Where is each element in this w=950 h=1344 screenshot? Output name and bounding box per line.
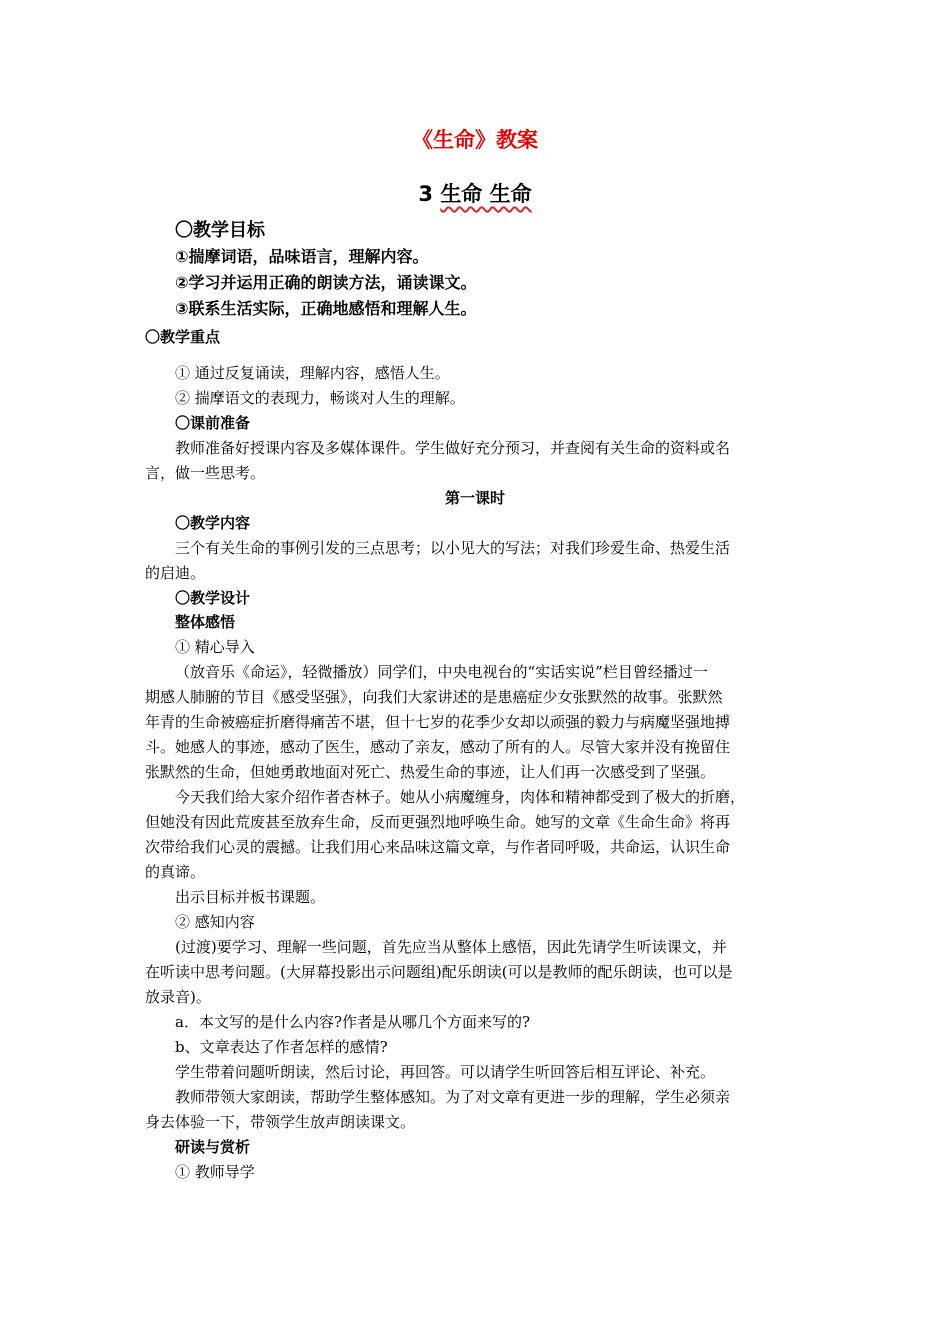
content-line: 的启迪。: [145, 564, 206, 582]
paragraph-line: 年青的生命被癌症折磨得痛苦不堪，但十七岁的花季少女却以顽强的毅力与病魔坚强地搏: [145, 713, 731, 731]
question-item: a．本文写的是什么内容?作者是从哪几个方面来写的?: [175, 1013, 531, 1031]
session-heading: 第一课时: [444, 489, 505, 507]
content-line: 三个有关生命的事例引发的三点思考；以小见大的写法；对我们珍爱生命、热爱生活: [175, 539, 731, 557]
prep-line: 教师准备好授课内容及多媒体课件。学生做好充分预习，并查阅有关生命的资料或名: [175, 439, 731, 457]
lesson-title: [0, 178, 950, 208]
goal-item: ②学习并运用正确的朗读方法，诵读课文。: [175, 273, 477, 292]
paragraph-line: 出示目标并板书课题。: [175, 888, 326, 906]
paragraph-line: 张默然的生命，但她勇敢地面对死亡、热爱生命的事迹，让人们再一次感受到了坚强。: [145, 763, 716, 781]
lesson-name: 生命 生命: [440, 182, 532, 206]
focus-item: ② 揣摩语文的表现力，畅谈对人生的理解。: [175, 389, 465, 407]
goals-heading: 〇教学目标: [175, 220, 265, 241]
paragraph-line: 教师带领大家朗读，帮助学生整体感知。为了对文章有更进一步的理解，学生必须亲: [175, 1088, 731, 1106]
paragraph-line: 次带给我们心灵的震撼。让我们用心来品味这篇文章，与作者同呼吸，共命运，认识生命: [145, 838, 731, 856]
paragraph-line: 在听读中思考问题。(大屏幕投影出示问题组)配乐朗读(可以是教师的配乐朗读，也可以是: [145, 963, 733, 981]
design-step: ② 感知内容: [175, 913, 255, 931]
prep-heading: 〇课前准备: [175, 414, 251, 432]
goal-item: ①揣摩词语，品味语言，理解内容。: [175, 247, 429, 266]
question-item: b、文章表达了作者怎样的感情?: [175, 1038, 388, 1056]
design-heading: 〇教学设计: [175, 589, 251, 607]
goal-item: ③联系生活实际，正确地感悟和理解人生。: [175, 299, 477, 318]
focus-heading: 〇教学重点: [145, 328, 221, 346]
focus-item: ① 通过反复诵读，理解内容，感悟人生。: [175, 364, 450, 382]
paragraph-line: 但她没有因此荒废甚至放弃生命，反而更强烈地呼唤生命。她写的文章《生命生命》将再: [145, 813, 731, 831]
lesson-number: 3: [418, 182, 433, 206]
design-subheading: 整体感悟: [175, 613, 236, 631]
prep-line: 言，做一些思考。: [145, 464, 266, 482]
paragraph-line: 期感人肺腑的节目《感受坚强》，向我们大家讲述的是患癌症少女张默然的故事。张默然: [145, 688, 723, 706]
paragraph-line: 身去体验一下，带领学生放声朗读课文。: [145, 1113, 416, 1131]
paragraph-line: (过渡)要学习、理解一些问题，首先应当从整体上感悟，因此先请学生听读课文，并: [175, 938, 727, 956]
paragraph-line: 的真谛。: [145, 863, 206, 881]
paragraph-line: （放音乐《命运》，轻微播放）同学们，中央电视台的“实话实说”栏目曾经播过一: [175, 663, 708, 681]
paragraph-line: 学生带着问题听朗读，然后讨论，再回答。可以请学生听回答后相互评论、补充。: [175, 1063, 716, 1081]
design-step: ① 教师导学: [175, 1163, 255, 1181]
design-subheading: 研读与赏析: [175, 1138, 251, 1156]
paragraph-line: 放录音)。: [145, 988, 211, 1006]
design-step: ① 精心导入: [175, 638, 255, 656]
paragraph-line: 今天我们给大家介绍作者杏林子。她从小病魔缠身，肉体和精神都受到了极大的折磨，: [175, 788, 746, 806]
paragraph-line: 斗。她感人的事迹，感动了医生，感动了亲友，感动了所有的人。尽管大家并没有挽留住: [145, 738, 731, 756]
document-title: 《生命》教案: [412, 128, 538, 152]
content-heading: 〇教学内容: [175, 514, 251, 532]
